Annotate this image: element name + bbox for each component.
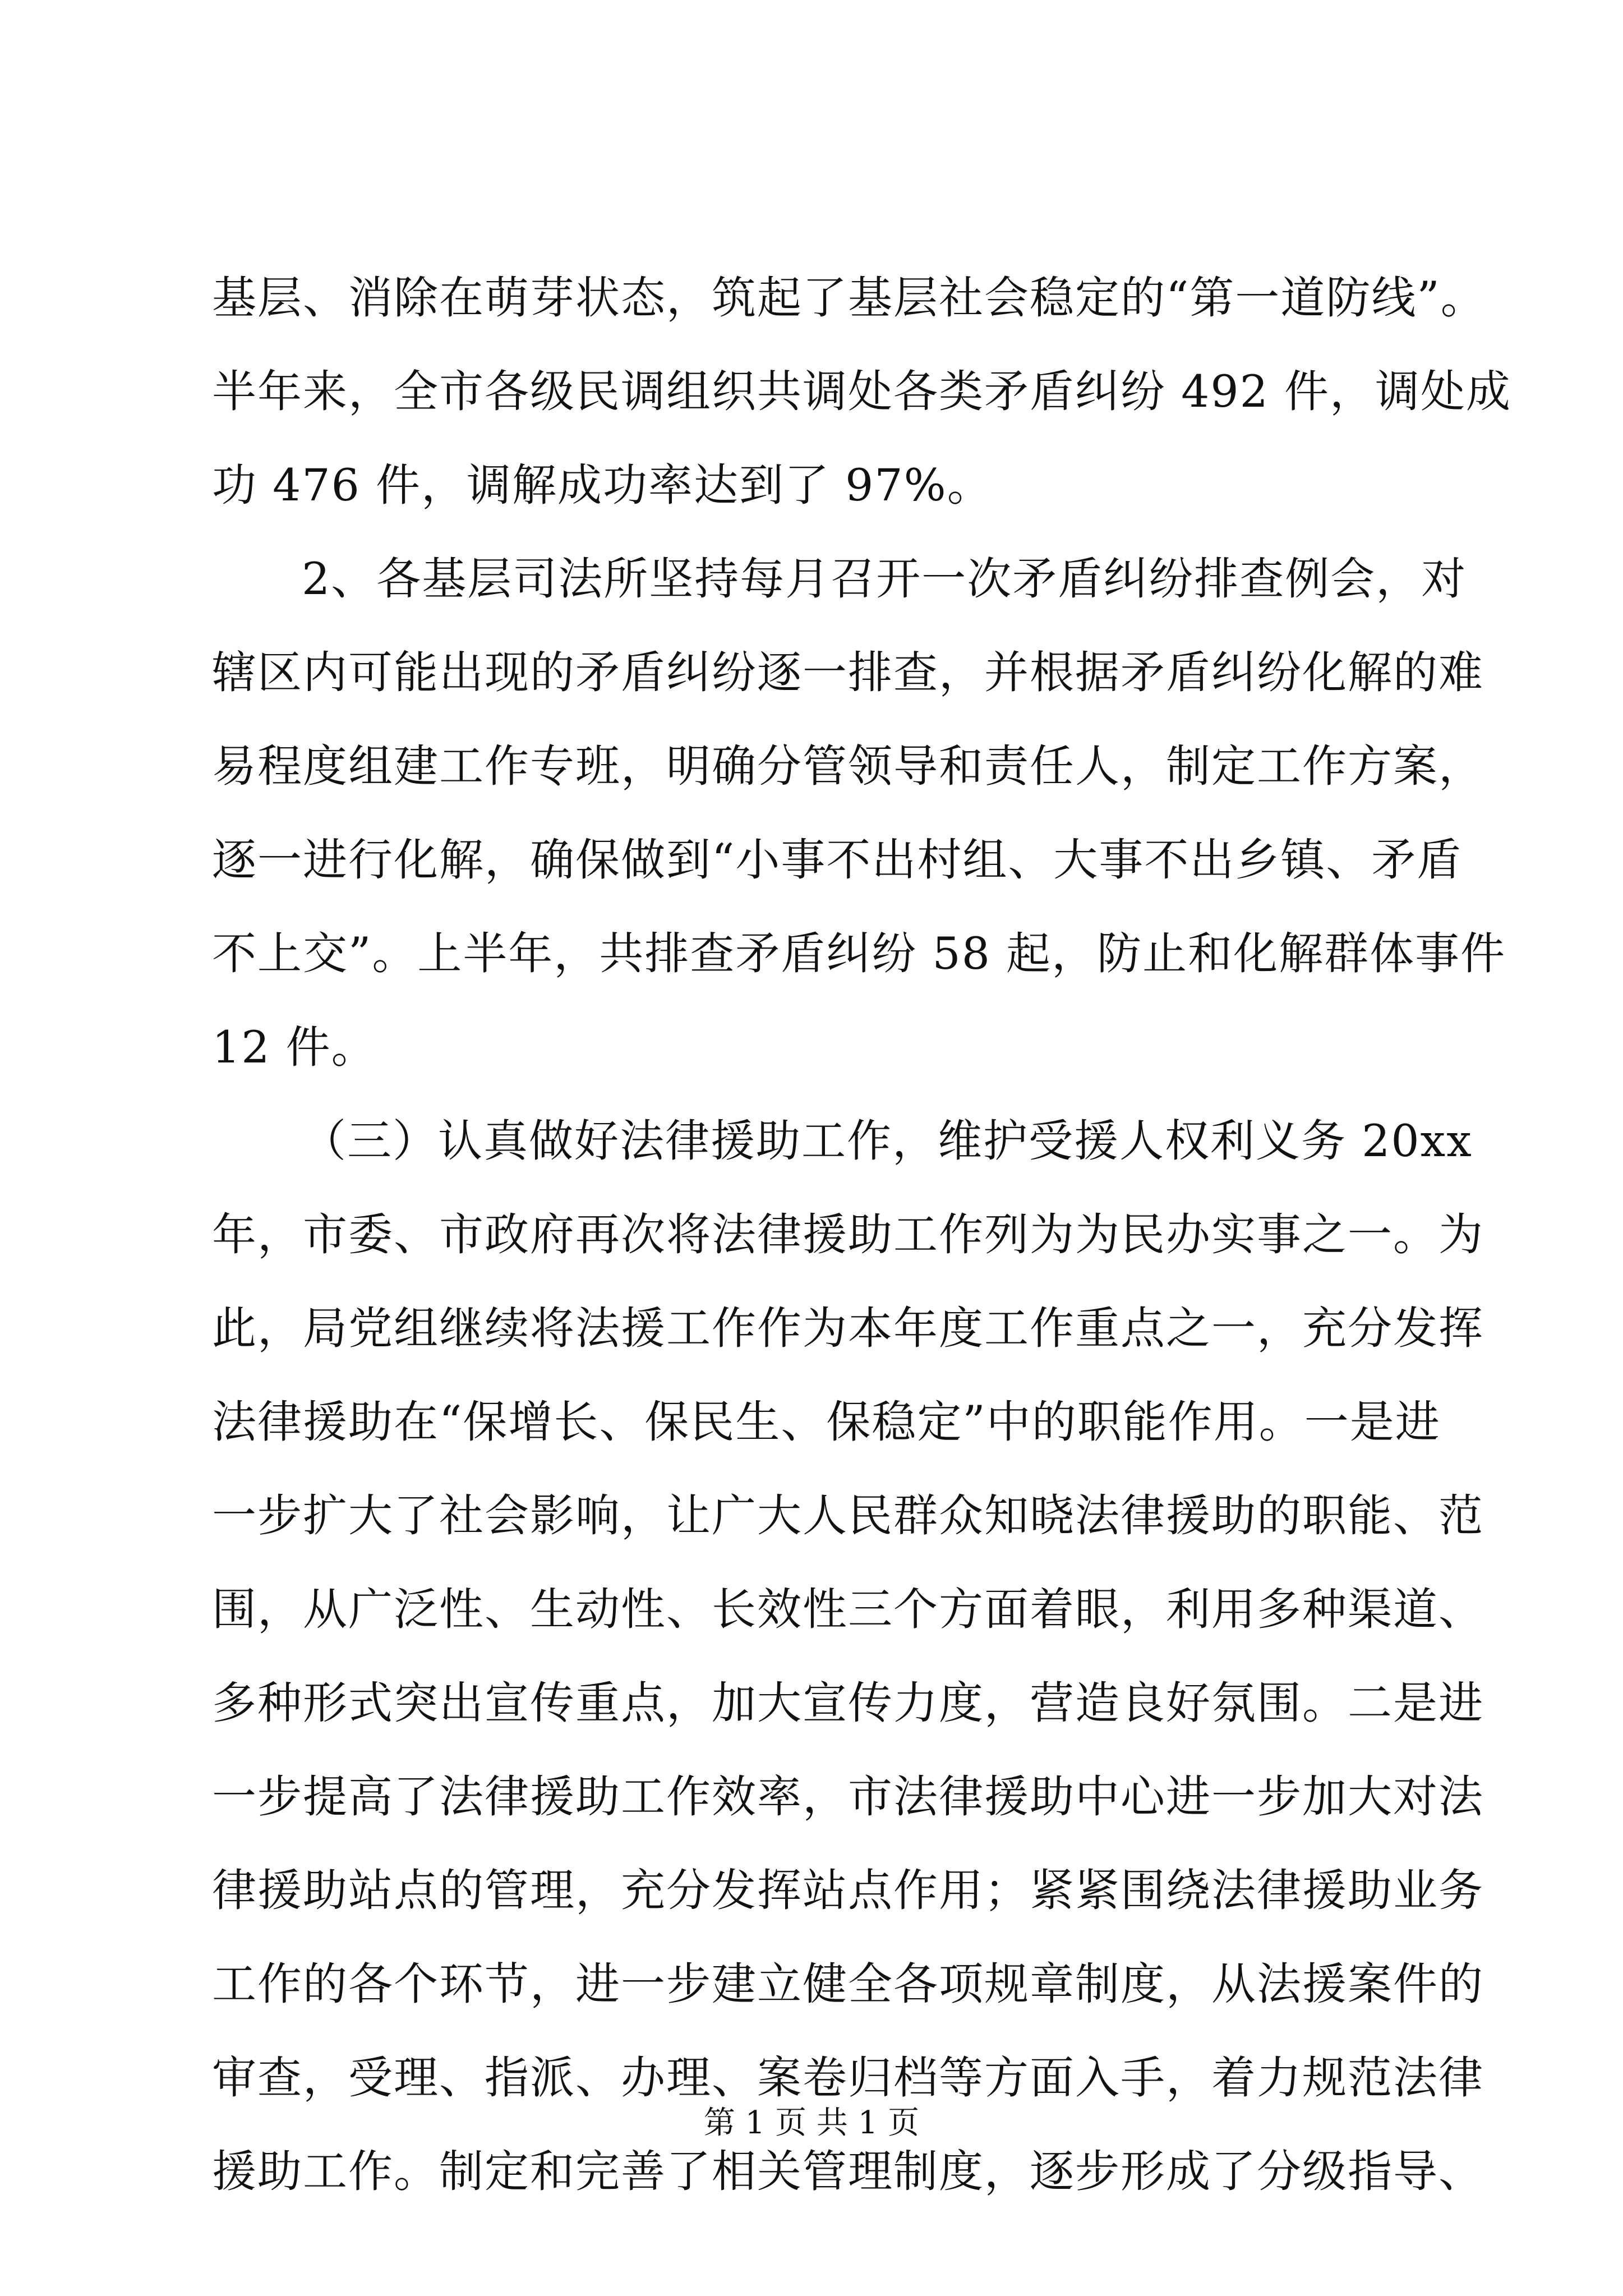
text-line-5: 辖区内可能出现的矛盾纠纷逐一排查，并根据矛盾纠纷化解的难	[212, 647, 1484, 698]
text-line-16: 多种形式突出宣传重点，加大宣传力度，营造良好氛围。二是进	[212, 1677, 1484, 1729]
page-number-label: 第 1 页 共 1 页	[703, 2105, 920, 2141]
text-line-4: 2、各基层司法所坚持每月召开一次矛盾纠纷排查例会，对	[302, 553, 1467, 605]
text-line-3: 功 476 件，调解成功率达到了 97%。	[212, 459, 993, 511]
text-line-21: 援助工作。制定和完善了相关管理制度，逐步形成了分级指导、	[212, 2146, 1484, 2197]
text-line-19: 工作的各个环节，进一步建立健全各项规章制度，从法援案件的	[212, 1958, 1484, 2010]
text-line-11: 年，市委、市政府再次将法律援助工作列为为民办实事之一。为	[212, 1209, 1484, 1260]
text-line-17: 一步提高了法律援助工作效率，市法律援助中心进一步加大对法	[212, 1771, 1484, 1823]
text-line-18: 律援助站点的管理，充分发挥站点作用；紧紧围绕法律援助业务	[212, 1865, 1484, 1916]
text-line-9: 12 件。	[212, 1022, 377, 1073]
text-line-8: 不上交”。上半年，共排查矛盾纠纷 58 起，防止和化解群体事件	[212, 928, 1506, 979]
text-line-13: 法律援助在“保增长、保民生、保稳定”中的职能作用。一是进	[212, 1396, 1441, 1448]
document-body	[212, 251, 1512, 2219]
text-line-7: 逐一进行化解，确保做到“小事不出村组、大事不出乡镇、矛盾	[212, 834, 1463, 886]
text-line-15: 围，从广泛性、生动性、长效性三个方面着眼，利用多种渠道、	[212, 1584, 1484, 1635]
text-line-10: （三）认真做好法律援助工作，维护受援人权利义务 20xx	[302, 1115, 1473, 1167]
text-line-2: 半年来，全市各级民调组织共调处各类矛盾纠纷 492 件，调处成	[212, 366, 1512, 417]
text-line-6: 易程度组建工作专班，明确分管领导和责任人，制定工作方案，	[212, 740, 1484, 792]
text-line-1: 基层、消除在萌芽状态，筑起了基层社会稳定的“第一道防线”。	[212, 272, 1486, 324]
page-footer	[0, 2101, 1623, 2146]
text-line-14: 一步扩大了社会影响，让广大人民群众知晓法律援助的职能、范	[212, 1490, 1484, 1542]
text-line-12: 此，局党组继续将法援工作作为本年度工作重点之一，充分发挥	[212, 1303, 1484, 1354]
text-line-20: 审查，受理、指派、办理、案卷归档等方面入手，着力规范法律	[212, 2052, 1484, 2104]
